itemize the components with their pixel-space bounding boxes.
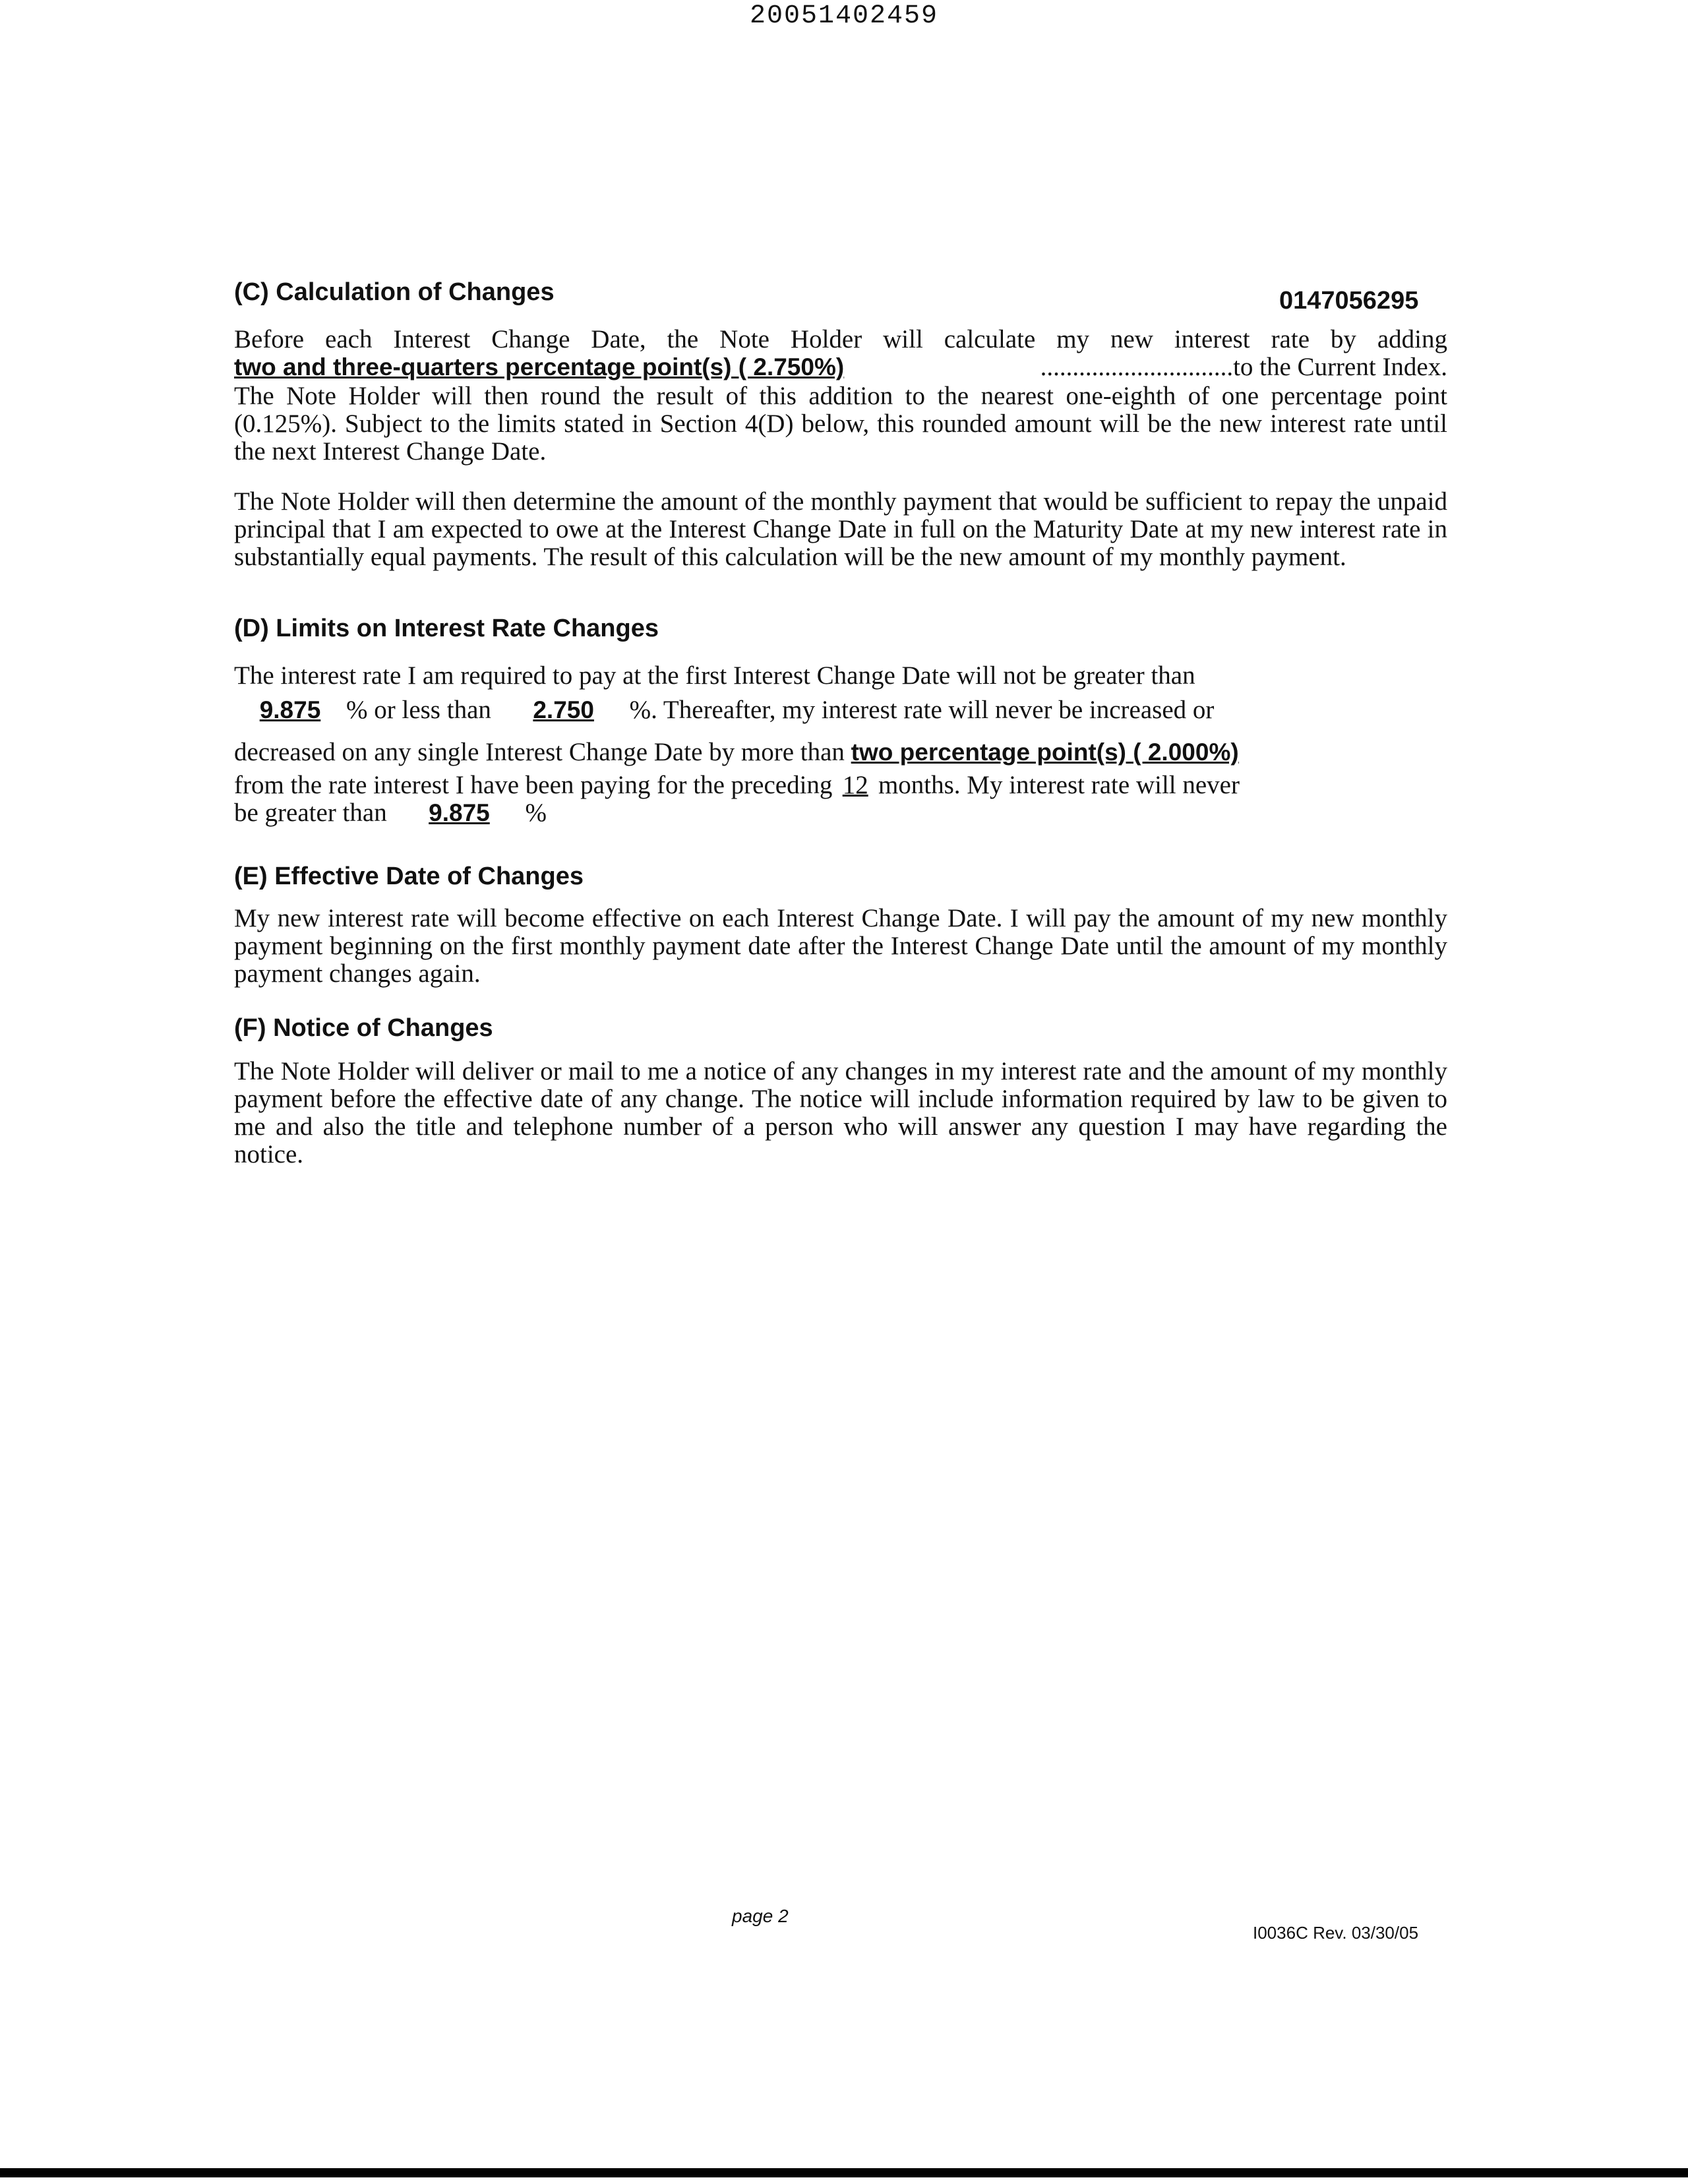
section-d-line-4 <box>234 770 1240 800</box>
first-change-min-rate: 2.750 <box>533 696 594 723</box>
section-c-paragraph-1-rest: The Note Holder will then round the result of this addition to the nearest one-eighth of one percentage point (0.125%). Subject to the limits stated in Section 4(D) below, this rounded amount will be the new interest rate until the next Interest Change Date. <box>234 382 1447 466</box>
section-c-paragraph-2: The Note Holder will then determine the amount of the monthly payment that would be sufficient to repay the unpaid principal that I am expected to owe at the Interest Change Date in full on the Maturity Date at my new interest rate in substantially equal payments. The result of this calculation will be the new amount of my monthly payment. <box>234 487 1447 571</box>
section-d-line-1: The interest rate I am required to pay at the first Interest Change Date will not be greater than <box>234 661 1195 690</box>
margin-fill-trailer: ..............................to the Current Index. <box>1040 353 1447 381</box>
section-d-line-3-text: decreased on any single Interest Change Date by more than <box>234 738 845 766</box>
section-f-heading: (F) Notice of Changes <box>234 1014 493 1042</box>
lifetime-max-rate: 9.875 <box>429 799 490 826</box>
or-less-than-text: or less than <box>374 696 491 724</box>
section-d-line-4-a: from the rate interest I have been paying for the preceding <box>234 771 833 799</box>
section-c-heading: (C) Calculation of Changes <box>234 278 555 306</box>
form-identifier: I0036C Rev. 03/30/05 <box>1253 1923 1419 1943</box>
periodic-rate-cap: two percentage point(s) ( 2.000%) <box>851 739 1239 766</box>
section-e-heading: (E) Effective Date of Changes <box>234 863 584 890</box>
loan-number: 0147056295 <box>1279 287 1419 315</box>
section-d-line-5 <box>234 798 547 828</box>
section-d-line-5-text: be greater than <box>234 799 387 827</box>
page-number: page 2 <box>732 1906 789 1926</box>
document-number: 20051402459 <box>749 1 939 31</box>
section-d-line-2-tail: . Thereafter, my interest rate will never be increased or <box>651 696 1215 724</box>
percent-sign: % <box>346 696 368 724</box>
bottom-scan-border <box>0 2168 1688 2177</box>
percent-sign: % <box>629 696 651 724</box>
section-d-line-3 <box>234 737 1352 767</box>
section-d-line-2 <box>234 695 1214 725</box>
percent-sign: % <box>525 799 547 827</box>
section-d-line-4-b: months. My interest rate will never <box>878 771 1240 799</box>
lookback-months: 12 <box>842 771 868 799</box>
section-f-paragraph: The Note Holder will deliver or mail to me a notice of any changes in my interest rate and the amount of my monthly payment before the effective date of any change. The notice will include information required by law to be given to me and also the title and telephone number of a person who will answer any question I may have regarding the notice. <box>234 1057 1447 1168</box>
section-c-line-1: Before each Interest Change Date, the Note Holder will calculate my new interest rate by adding <box>234 325 1447 353</box>
section-c-line-2 <box>234 352 1447 382</box>
first-change-max-rate: 9.875 <box>259 696 321 723</box>
section-e-paragraph: My new interest rate will become effective on each Interest Change Date. I will pay the amount of my new monthly payment beginning on the first monthly payment date after the Interest Change Date until the amount of my monthly payment changes again. <box>234 904 1447 988</box>
margin-fill-value: two and three-quarters percentage point(s) ( 2.750%) <box>234 353 845 380</box>
section-d-heading: (D) Limits on Interest Rate Changes <box>234 615 659 642</box>
